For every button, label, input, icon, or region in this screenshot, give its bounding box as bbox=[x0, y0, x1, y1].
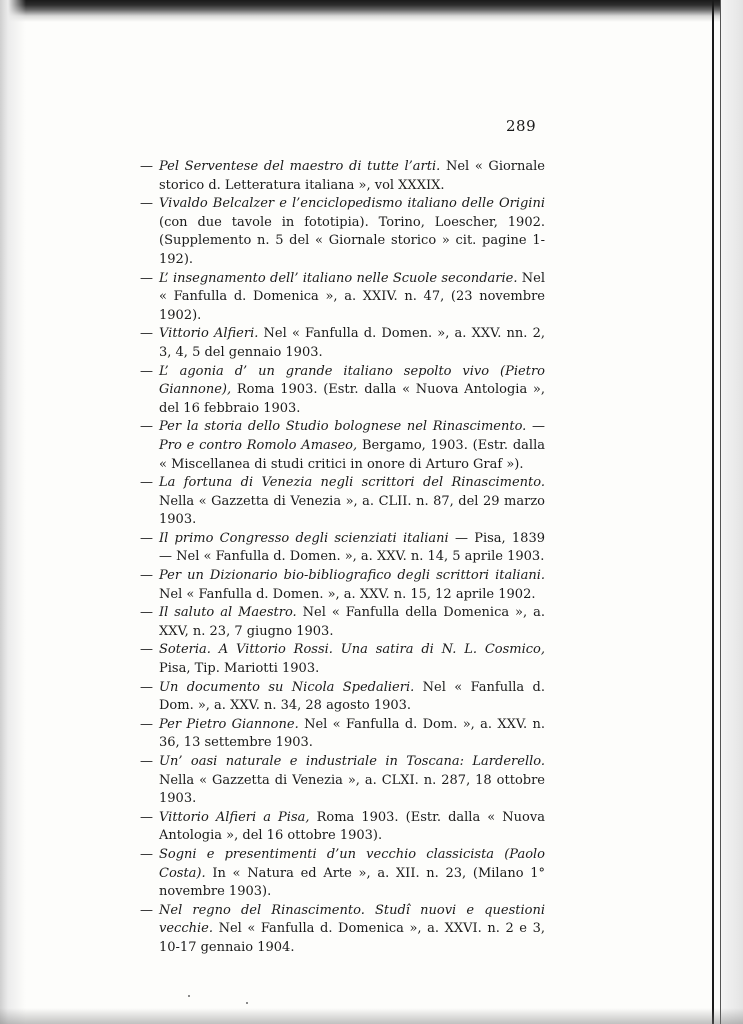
bibliography-entry: — Pel Serventese del maestro di tutte l’arti. Nel « Giornale storico d. Letteratura italiana », vol XXXIX. bbox=[140, 159, 545, 193]
entry-details: Nel « Fanfulla della Domenica », a. XXV, n. 23, 7 giugno 1903. bbox=[159, 605, 545, 639]
bibliography-entry: — Un documento su Nicola Spedalieri. Nel « Fanfulla d. Dom. », a. XXV. n. 34, 28 agosto 1903. bbox=[140, 679, 546, 714]
entry-title: Vivaldo Belcalzer e l’enciclopedismo italiano delle Origini bbox=[159, 196, 545, 212]
entry-details: — Pisa, 1839 — Nel « Fanfulla d. Domen. », a. XXV. n. 14, 5 aprile 1903. bbox=[159, 530, 545, 565]
entry-title: L’ agonia d’ un grande italiano sepolto vivo (Pietro Giannone), bbox=[159, 363, 545, 398]
bibliography-entry: — Un’ oasi naturale e industriale in Toscana: Larderello. Nella « Gazzetta di Venezia », a. CLXI. n. 287, 18 ottobre 1903. bbox=[140, 754, 545, 807]
bibliography-entry: — L’ agonia d’ un grande italiano sepolto vivo (Pietro Giannone), Roma 1903. (Estr. dalla « Nuova Antologia », del 16 febbraio 1903. bbox=[140, 363, 545, 416]
bibliography-entry: — Per Pietro Giannone. Nel « Fanfulla d. Dom. », a. XXV. n. 36, 13 settembre 1903. bbox=[140, 716, 545, 751]
entry-title: L’ insegnamento dell’ italiano nelle Scuole secondarie. bbox=[159, 270, 518, 286]
page-number: 289 bbox=[506, 117, 537, 135]
entry-title: Pel Serventese del maestro di tutte l’arti. bbox=[159, 159, 441, 174]
scan-left-edge bbox=[0, 0, 26, 1024]
entry-details: Nel « Giornale storico d. Letteratura italiana », vol XXXIX. bbox=[159, 159, 545, 193]
scan-speck bbox=[246, 1002, 248, 1004]
entry-title: Per la storia dello Studio bolognese nel Rinascimento. — Pro e contro Romolo Amaseo, bbox=[159, 419, 545, 453]
scan-top-edge bbox=[0, 0, 743, 22]
entry-details: Roma 1903. (Estr. dalla « Nuova Antologia », del 16 ottobre 1903). bbox=[159, 809, 545, 844]
entry-details: Nel « Fanfulla d. Domen. », a. XXV. nn. 2, 3, 4, 5 del gennaio 1903. bbox=[159, 326, 545, 360]
entry-details: Nel « Fanfulla d. Domenica », a. XXIV. n. 47, (23 novembre 1902). bbox=[159, 270, 545, 323]
bibliography-entry: — Per la storia dello Studio bolognese nel Rinascimento. — Pro e contro Romolo Amaseo, Bergamo, 1903. (Estr. dalla « Miscellanea di studi critici in onore di Arturo Graf »). bbox=[140, 419, 545, 472]
entry-details: Bergamo, 1903. (Estr. dalla « Miscellanea di studi critici in onore di Arturo Graf »). bbox=[159, 437, 545, 472]
page-right-border-inner bbox=[720, 0, 721, 1024]
entry-title: Un documento su Nicola Spedalieri. bbox=[159, 679, 415, 695]
entry-details: Nel « Fanfulla d. Dom. », a. XXV. n. 36, 13 settembre 1903. bbox=[159, 716, 545, 751]
entry-title: Vittorio Alfieri a Pisa, bbox=[159, 809, 310, 825]
entry-title: La fortuna di Venezia negli scrittori del Rinascimento. bbox=[159, 475, 545, 491]
entry-title: Il primo Congresso degli scienziati italiani bbox=[159, 530, 449, 546]
bibliography-entry: — Soteria. A Vittorio Rossi. Una satira di N. L. Cosmico, Pisa, Tip. Mariotti 1903. bbox=[140, 642, 545, 677]
entry-title: Soteria. A Vittorio Rossi. Una satira di N. L. Cosmico, bbox=[159, 642, 545, 658]
bibliography-entry: — La fortuna di Venezia negli scrittori del Rinascimento. Nella « Gazzetta di Venezia », a. CLII. n. 87, del 29 marzo 1903. bbox=[140, 475, 545, 528]
entry-title: Un’ oasi naturale e industriale in Toscana: Larderello. bbox=[159, 754, 545, 769]
entry-details: Roma 1903. (Estr. dalla « Nuova Antologia », del 16 febbraio 1903. bbox=[159, 382, 545, 416]
entry-details: Pisa, Tip. Mariotti 1903. bbox=[159, 661, 320, 677]
entry-title: Per un Dizionario bio-bibliografico degli scrittori italiani. bbox=[159, 568, 545, 584]
entry-title: Vittorio Alfieri. bbox=[159, 326, 259, 342]
page-right-border bbox=[712, 0, 714, 1024]
bibliography-entry: — Nel regno del Rinascimento. Studî nuovi e questioni vecchie. Nel « Fanfulla d. Domenica », a. XXVI. n. 2 e 3, 10-17 gennaio 1904. bbox=[140, 902, 545, 955]
bibliography-entry: — Vittorio Alfieri a Pisa, Roma 1903. (Estr. dalla « Nuova Antologia », del 16 ottobre 1903). bbox=[140, 809, 545, 844]
bibliography-entry: — Per un Dizionario bio-bibliografico degli scrittori italiani. Nel « Fanfulla d. Domen. », a. XXV. n. 15, 12 aprile 1902. bbox=[140, 568, 545, 602]
entry-details: (con due tavole in fototipia). Torino, Loescher, 1902. (Supplemento n. 5 del « Giornale storico » cit. pagine 1-192). bbox=[159, 214, 545, 267]
entry-details: Nel « Fanfulla d. Domenica », a. XXVI. n. 2 e 3, 10-17 gennaio 1904. bbox=[159, 921, 545, 955]
bibliography-entry: — L’ insegnamento dell’ italiano nelle Scuole secondarie. Nel « Fanfulla d. Domenica », a. XXIV. n. 47, (23 novembre 1902). bbox=[140, 270, 545, 323]
bibliography-entry: — Il saluto al Maestro. Nel « Fanfulla della Domenica », a. XXV, n. 23, 7 giugno 1903. bbox=[140, 605, 545, 639]
entry-details: Nel « Fanfulla d. Dom. », a. XXV. n. 34, 28 agosto 1903. bbox=[159, 679, 546, 714]
scan-right-strip bbox=[721, 0, 743, 1024]
bibliography-entry: — Vittorio Alfieri. Nel « Fanfulla d. Domen. », a. XXV. nn. 2, 3, 4, 5 del gennaio 1903. bbox=[140, 326, 545, 360]
entry-title: Il saluto al Maestro. bbox=[159, 605, 297, 621]
scan-bottom-edge bbox=[0, 1008, 743, 1024]
bibliography-entry: — Sogni e presentimenti d’un vecchio classicista (Paolo Costa). In « Natura ed Arte », a. XII. n. 23, (Milano 1° novembre 1903). bbox=[140, 846, 545, 900]
entry-title: Sogni e presentimenti d’un vecchio classicista (Paolo Costa). bbox=[159, 846, 545, 881]
bibliography-entry: — Vivaldo Belcalzer e l’enciclopedismo italiano delle Origini (con due tavole in fototipia). Torino, Loescher, 1902. (Supplemento n. 5 del « Giornale storico » cit. pagine 1-192). bbox=[140, 196, 545, 267]
entry-details: Nella « Gazzetta di Venezia », a. CLII. n. 87, del 29 marzo 1903. bbox=[159, 493, 545, 528]
bibliography-entry: — Il primo Congresso degli scienziati italiani — Pisa, 1839 — Nel « Fanfulla d. Domen. », a. XXV. n. 14, 5 aprile 1903. bbox=[140, 530, 545, 565]
entry-title: Nel regno del Rinascimento. Studî nuovi e questioni vecchie. bbox=[159, 902, 545, 937]
entry-details: Nella « Gazzetta di Venezia », a. CLXI. n. 287, 18 ottobre 1903. bbox=[159, 772, 545, 807]
entry-title: Per Pietro Giannone. bbox=[159, 716, 299, 732]
bibliography-list bbox=[140, 158, 545, 958]
scan-speck bbox=[188, 995, 190, 997]
entry-details: In « Natura ed Arte », a. XII. n. 23, (Milano 1° novembre 1903). bbox=[159, 865, 545, 900]
entry-details: Nel « Fanfulla d. Domen. », a. XXV. n. 15, 12 aprile 1902. bbox=[159, 586, 536, 602]
